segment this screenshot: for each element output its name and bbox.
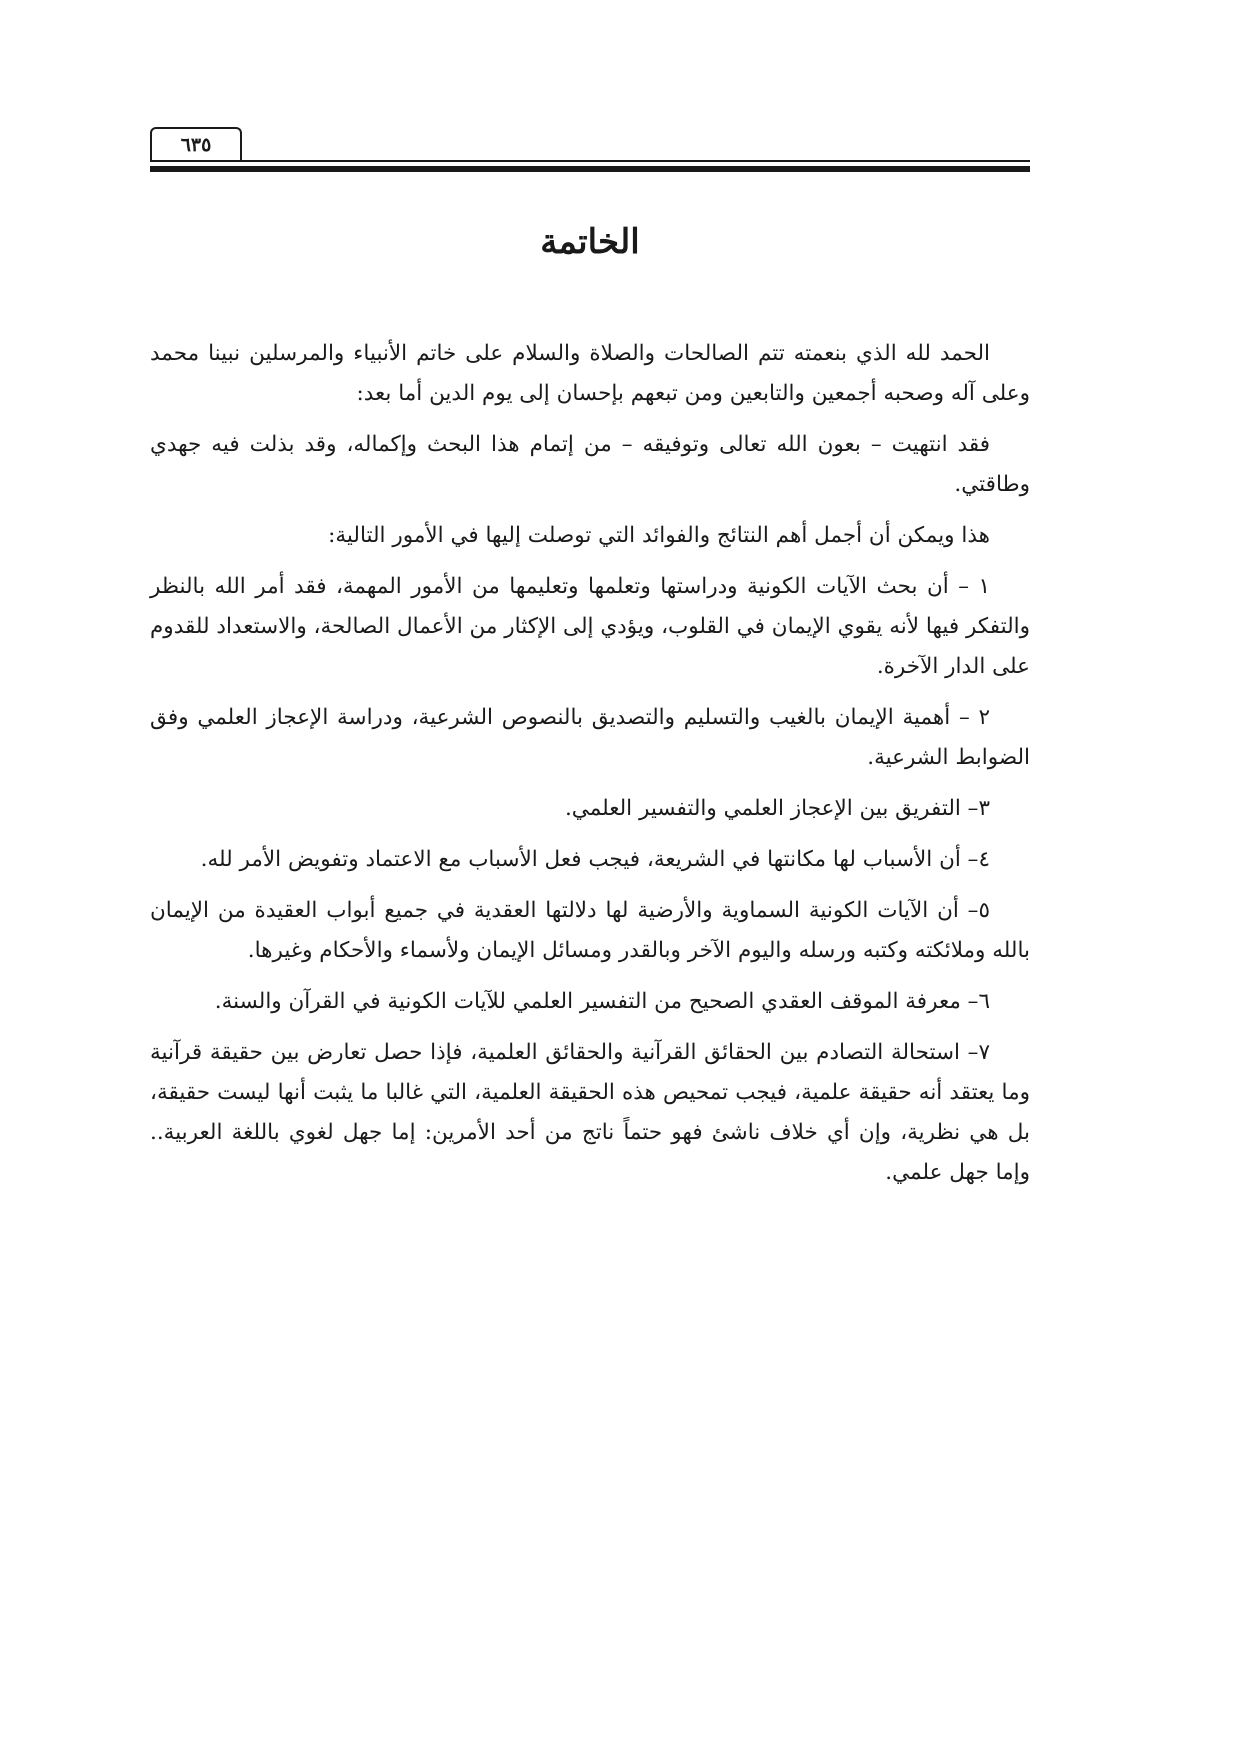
result-item-2: ٢ – أهمية الإيمان بالغيب والتسليم والتصديق بالنصوص الشرعية، ودراسة الإعجاز العلمي وفق الضوابط الشرعية.: [150, 705, 1030, 770]
header-rule-thin: [150, 160, 1030, 162]
result-item-3: ٣– التفريق بين الإعجاز العلمي والتفسير العلمي.: [564, 796, 990, 821]
result-item-6: ٦– معرفة الموقف العقدي الصحيح من التفسير العلمي للآيات الكونية في القرآن والسنة.: [214, 989, 990, 1014]
result-item-4: ٤– أن الأسباب لها مكانتها في الشريعة، فيجب فعل الأسباب مع الاعتماد وتفويض الأمر لله.: [200, 847, 990, 872]
result-item-1: ١ – أن بحث الآيات الكونية ودراستها وتعلمها وتعليمها من الأمور المهمة، فقد أمر الله بالنظر والتفكر فيها لأنه يقوي الإيمان في القلوب، ويؤدي إلى الإكثار من الأعمال الصالحة، والاستعداد للقدوم على الدار الآخرة.: [150, 574, 1030, 679]
header-rule-thick: [150, 166, 1030, 172]
paragraph-results-intro: هذا ويمكن أن أجمل أهم النتائج والفوائد التي توصلت إليها في الأمور التالية:: [328, 523, 990, 548]
body-text: [150, 334, 1030, 1204]
paragraph-completion: فقد انتهيت – بعون الله تعالى وتوفيقه – من إتمام هذا البحث وإكماله، وقد بذلت فيه جهدي وطاقتي.: [150, 432, 1030, 497]
result-item-7: ٧– استحالة التصادم بين الحقائق القرآنية والحقائق العلمية، فإذا حصل تعارض بين حقيقة قرآنية وما يعتقد أنه حقيقة علمية، فيجب تمحيص هذه الحقيقة العلمية، التي غالبا ما يثبت أنها ليست حقيقة، بل هي نظرية، وإن أي خلاف ناشئ فهو حتماً ناتج من أحد الأمرين: إما جهل لغوي باللغة العربية.. وإما جهل علمي.: [150, 1040, 1030, 1185]
page-number: ٦٣٥: [150, 127, 242, 161]
result-item-5: ٥– أن الآيات الكونية السماوية والأرضية لها دلالتها العقدية في جميع أبواب العقيدة من الإيمان بالله وملائكته وكتبه ورسله واليوم الآخر وبالقدر ومسائل الإيمان ولأسماء والأحكام وغيرها.: [150, 898, 1030, 963]
paragraph-intro: الحمد لله الذي بنعمته تتم الصالحات والصلاة والسلام على خاتم الأنبياء والمرسلين نبينا محمد وعلى آله وصحبه أجمعين والتابعين ومن تبعهم بإحسان إلى يوم الدين أما بعد:: [150, 341, 1030, 406]
page-title: الخاتمة: [540, 222, 640, 262]
